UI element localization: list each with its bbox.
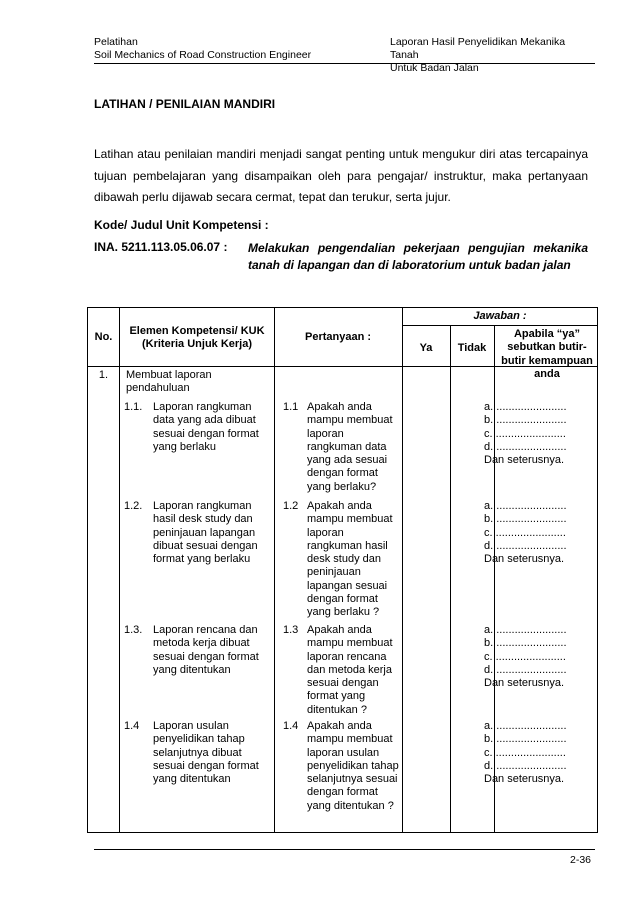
- header-no: No.: [94, 331, 113, 343]
- answer-line: d. .......................: [484, 440, 567, 453]
- row-number: 1.: [98, 369, 109, 381]
- kuk-text: Laporan rangkuman data yang ada dibuat sesuai dengan format yang berlaku: [153, 401, 259, 453]
- header-tidak: Tidak: [457, 342, 487, 354]
- page-number: 2-36: [569, 854, 591, 866]
- answer-line: b. .......................: [484, 733, 567, 746]
- kuk-text: Laporan rangkuman hasil desk study dan peninjauan lapangan dibuat sesuai dengan format yang berlaku: [153, 500, 258, 566]
- section-title: LATIHAN / PENILAIAN MANDIRI: [94, 97, 276, 111]
- header-divider: [402, 325, 598, 326]
- question-text: Apakah anda mampu membuat laporan rencana dan metoda kerja sesuai dengan format yang ditentukan ?: [307, 624, 393, 716]
- kuk-text: Laporan usulan penyelidikan tahap selanjutnya dibuat sesuai dengan format yang ditentukan: [153, 720, 259, 786]
- header-jawaban: Jawaban :: [473, 310, 527, 322]
- answer-line: c. .......................: [484, 650, 566, 663]
- answer-more: Dan seterusnya.: [484, 773, 565, 786]
- kuk-number: 1.1.: [124, 401, 143, 413]
- answer-line: c. .......................: [484, 427, 566, 440]
- unit-code: INA. 5211.113.05.06.07 :: [94, 240, 228, 254]
- column-divider: [450, 325, 451, 832]
- header-ya: Ya: [419, 342, 433, 354]
- answer-line: b. .......................: [484, 513, 567, 526]
- answer-list: [484, 500, 594, 566]
- question-number: 1.4: [283, 720, 299, 732]
- answer-line: d. .......................: [484, 759, 567, 772]
- unit-code-heading: Kode/ Judul Unit Kompetensi :: [94, 218, 269, 232]
- assessment-table: [87, 307, 598, 833]
- unit-description: Melakukan pengendalian pekerjaan pengujian mekanika tanah di lapangan dan di laboratorium untuk badan jalan: [248, 241, 588, 272]
- question-number: 1.2: [283, 500, 299, 512]
- header-chapter-subtitle: Untuk Badan Jalan: [390, 62, 479, 74]
- answer-line: d. .......................: [484, 539, 567, 552]
- answer-line: a. .......................: [484, 401, 567, 413]
- intro-paragraph: Latihan atau penilaian mandiri menjadi sangat penting untuk mengukur diri atas tercapainya tujuan pembelajaran yang disampaikan oleh para pengajar/ instruktur, maka pertanyaan dibawah perlu dijawab secara cermat, tepat dan terukur, serta jujur.: [94, 147, 588, 204]
- answer-line: c. .......................: [484, 746, 566, 759]
- header-apabila: Apabila “ya” sebutkan butir-butir kemampuan anda: [501, 328, 593, 380]
- question-number: 1.3: [283, 624, 299, 636]
- header-training-label: Pelatihan: [94, 36, 138, 48]
- footer-divider: [94, 849, 595, 850]
- question-number: 1.1: [283, 401, 299, 413]
- header-chapter-title: Laporan Hasil Penyelidikan Mekanika Tanah: [390, 36, 566, 61]
- row-title: Membuat laporan pendahuluan: [126, 369, 212, 395]
- question-text: Apakah anda mampu membuat laporan usulan penyelidikan tahap selanjutnya sesuai dengan format yang ditentukan ?: [307, 720, 399, 812]
- header-elemen: Elemen Kompetensi/ KUK (Kriteria Unjuk Kerja): [129, 325, 265, 351]
- answer-line: d. .......................: [484, 663, 567, 676]
- answer-line: a. .......................: [484, 500, 567, 512]
- column-divider: [274, 308, 275, 832]
- answer-more: Dan seterusnya.: [484, 553, 565, 566]
- answer-line: a. .......................: [484, 720, 567, 732]
- kuk-number: 1.2.: [124, 500, 143, 512]
- answer-line: c. .......................: [484, 526, 566, 539]
- page-header: [94, 32, 595, 74]
- kuk-text: Laporan rencana dan metoda kerja dibuat sesuai dengan format yang ditentukan: [153, 624, 259, 676]
- header-pertanyaan: Pertanyaan :: [304, 331, 372, 343]
- answer-list: [484, 401, 594, 467]
- header-right: [390, 36, 595, 75]
- answer-line: b. .......................: [484, 414, 567, 427]
- column-divider: [402, 308, 403, 832]
- answer-line: a. .......................: [484, 624, 567, 636]
- answer-more: Dan seterusnya.: [484, 677, 565, 690]
- kuk-number: 1.4: [124, 720, 140, 732]
- answer-line: b. .......................: [484, 637, 567, 650]
- answer-list: [484, 720, 594, 786]
- header-course-name: Soil Mechanics of Road Construction Engineer: [94, 49, 312, 61]
- column-divider: [119, 308, 120, 832]
- question-text: Apakah anda mampu membuat laporan rangkuman data yang ada sesuai dengan format yang berlaku?: [307, 401, 393, 493]
- kuk-number: 1.3.: [124, 624, 143, 636]
- answer-more: Dan seterusnya.: [484, 454, 565, 467]
- header-left: [94, 36, 311, 62]
- answer-list: [484, 624, 594, 690]
- question-text: Apakah anda mampu membuat laporan rangkuman hasil desk study dan peninjauan lapangan sesuai dengan format yang berlaku ?: [307, 500, 393, 619]
